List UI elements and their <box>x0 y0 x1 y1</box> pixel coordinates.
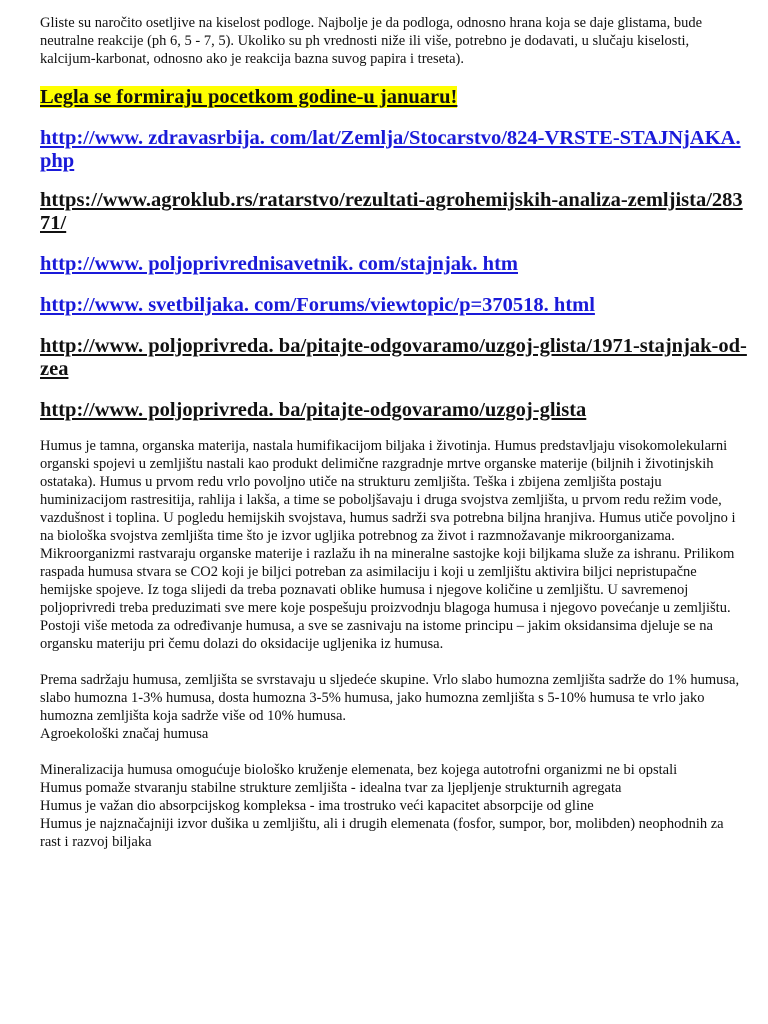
highlighted-note: Legla se formiraju pocetkom godine-u januaru! <box>40 86 458 108</box>
link-poljoprivreda-stajnjak[interactable]: http://www. poljoprivreda. ba/pitajte-odgovaramo/uzgoj-glista/1971-stajnjak-od-zea <box>40 335 747 380</box>
highlight-block <box>40 85 748 109</box>
link-poljoprivrednisavetnik[interactable]: http://www. poljoprivrednisavetnik. com/stajnjak. htm <box>40 253 518 275</box>
agro-heading: Agroekološki značaj humusa <box>40 726 209 742</box>
link-agroklub[interactable]: https://www.agroklub.rs/ratarstvo/rezultati-agrohemijskih-analiza-zemljista/28371/ <box>40 189 743 234</box>
fact-item: Humus je najznačajniji izvor dušika u zemljištu, ali i drugih elemenata (fosfor, sumpor, bor, molibden) neophodnih za rast i razvoj biljaka <box>40 816 724 850</box>
intro-paragraph: Gliste su naročito osetljive na kiselost podloge. Najbolje je da podloga, odnosno hrana koja se daje glistama, bude neutralne reakcije (ph 6, 5 - 7, 5). Ukoliko su ph vrednosti niže ili više, potrebno je dodavati, u slučaju kiselosti, kalcijum-karbonat, odnosno ako je reakcija bazna suvog papira i treseta). <box>40 15 703 67</box>
link-svetbiljaka[interactable]: http://www. svetbiljaka. com/Forums/viewtopic/p=370518. html <box>40 294 595 316</box>
document-page <box>40 12 748 851</box>
facts-list <box>40 761 748 851</box>
fact-item: Humus pomaže stvaranju stabilne strukture zemljišta - idealna tvar za ljepljenje strukturnih agregata <box>40 780 622 796</box>
link-poljoprivreda-uzgoj[interactable]: http://www. poljoprivreda. ba/pitajte-odgovaramo/uzgoj-glista <box>40 399 587 421</box>
link-zdravasrbija[interactable]: http://www. zdravasrbija. com/lat/Zemlja/Stocarstvo/824-VRSTE-STAJNjAKA. php <box>40 127 741 172</box>
fact-item: Humus je važan dio absorpcijskog kompleksa - ima trostruko veći kapacitet absorpcije od gline <box>40 798 594 814</box>
classification-paragraph: Prema sadržaju humusa, zemljišta se svrstavaju u sljedeće skupine. Vrlo slabo humozna zemljišta sadrže do 1% humusa, slabo humozna 1-3% humusa, dosta humozna 3-5% humusa, jako humozna zemljišta s 5-10% humusa te vrlo jako humozna zemljišta koja sadrže više od 10% humusa. <box>40 672 740 724</box>
humus-paragraph: Humus je tamna, organska materija, nastala humifikacijom biljaka i životinja. Humus predstavljaju visokomolekularni organski spojevi u zemljištu nastali kao produkt delimične razgradnje mrtve organske materije (biljnih i životinjskih ostataka). Humus u prvom redu vrlo povoljno utiče na strukturu zemljišta. Teška i zbijena zemljišta postaju huminizacijom rastresitija, rahlija i lakša, a time se poboljšavaju i druga svojstva zemljišta, u prvom redu režim vode, vazdušnost i toplina. U pogledu hemijskih svojstava, humus sadrži sva potrebna biljna hranjiva. Humus utiče povoljno i na biološka svojstva zemljišta time što je izvor ugljika potrebnog za život i razmnožavanje mikroorganizama. Mikroorganizmi rastvaraju organske materije i razlažu ih na mineralne sastojke koji biljkama služe za ishranu. Prilikom raspada humusa stvara se CO2 koji je biljci potreban za asimilaciju i koji u zemljištu aktivira biljci nepristupačne hemijske spojeve. Iz toga slijedi da treba poznavati oblike humusa i njegove količine u zemljištu. U savremenoj poljoprivredi treba preduzimati sve mere koje pospešuju proizvodnju blagoga humusa i njegovo povećanje u zemljištu. Postoji više metoda za određivanje humusa, a sve se zasnivaju na istome principu – jakim oksidansima djeluje se na organsku materiju pri čemu dolazi do oksidacije ugljenika iz humusa. <box>40 438 736 652</box>
fact-item: Mineralizacija humusa omogućuje biološko kruženje elemenata, bez kojega autotrofni organizmi ne bi opstali <box>40 762 678 778</box>
